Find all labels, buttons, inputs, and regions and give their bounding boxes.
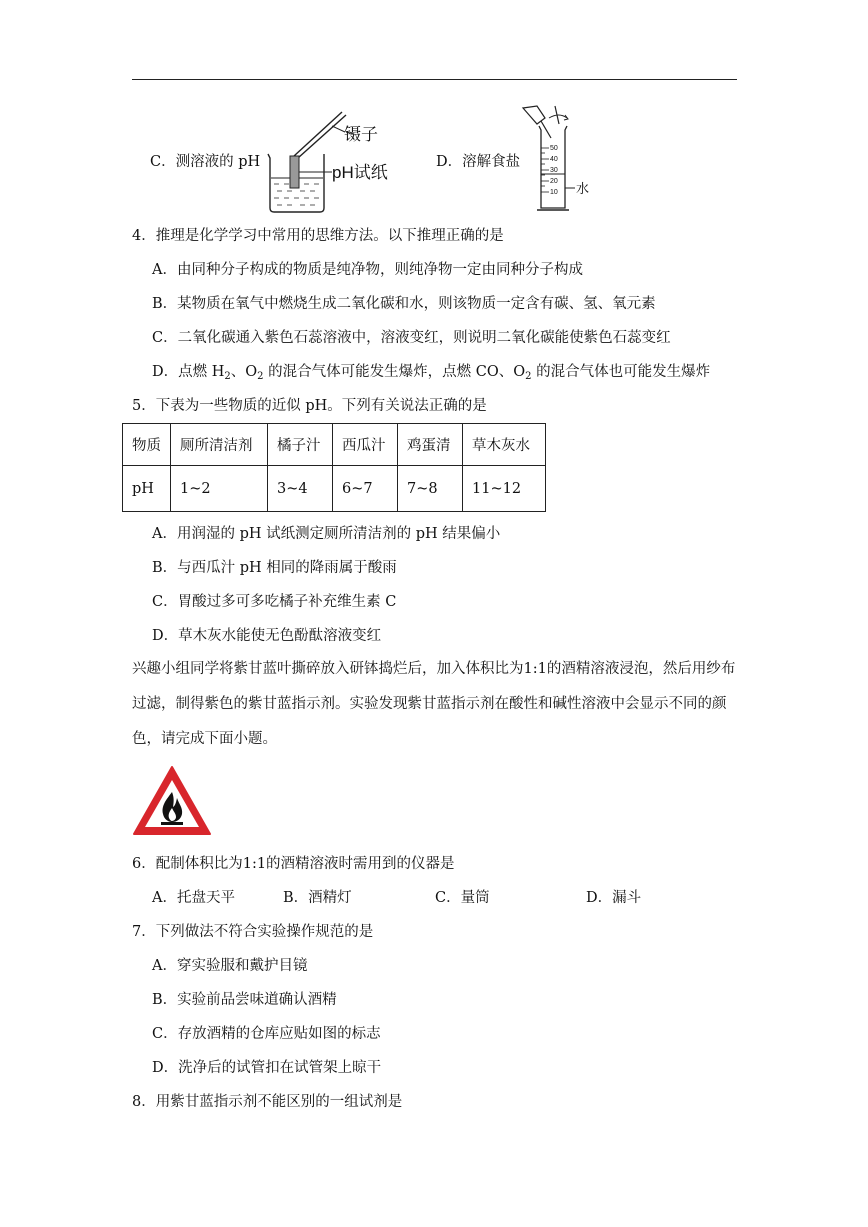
tweezers-label: 镊子 [344, 125, 378, 144]
table-cell: 1~2 [171, 466, 268, 512]
q7-stem: 7．下列做法不符合实验操作规范的是 [132, 924, 374, 940]
q7-option-b: B．实验前品尝味道确认酒精 [152, 992, 337, 1008]
q3-option-c-label: C．测溶液的 pH [150, 154, 261, 170]
flammable-warning-icon [131, 764, 213, 838]
q4-stem: 4．推理是化学学习中常用的思维方法。以下推理正确的是 [132, 228, 504, 244]
table-cell: 西瓜汁 [333, 424, 398, 466]
table-cell: 3~4 [268, 466, 333, 512]
table-row [123, 466, 546, 512]
table-cell: 物质 [123, 424, 171, 466]
table-cell: 草木灰水 [463, 424, 546, 466]
water-label: 水 [576, 181, 590, 196]
table-cell: 7~8 [398, 466, 463, 512]
q6-option-a: A．托盘天平 [152, 890, 235, 906]
q6-stem: 6．配制体积比为1:1的酒精溶液时需用到的仪器是 [132, 856, 455, 872]
q5-option-a: A．用润湿的 pH 试纸测定厕所清洁剂的 pH 结果偏小 [152, 526, 501, 542]
q3-option-d-label: D．溶解食盐 [436, 154, 521, 170]
q4-option-a: A．由同种分子构成的物质是纯净物，则纯净物一定由同种分子构成 [152, 262, 583, 278]
q4-option-b: B．某物质在氧气中燃烧生成二氧化碳和水，则该物质一定含有碳、氢、氧元素 [152, 296, 656, 312]
q8-stem: 8．用紫甘蓝指示剂不能区别的一组试剂是 [132, 1094, 403, 1110]
table-cell: 厕所清洁剂 [171, 424, 268, 466]
header-rule [132, 79, 737, 80]
ph-test-figure [262, 106, 402, 214]
tick-40: 40 [550, 156, 558, 163]
tick-30: 30 [550, 167, 558, 174]
q5-option-b: B．与西瓜汁 pH 相同的降雨属于酸雨 [152, 560, 397, 576]
ph-table [122, 423, 546, 512]
q4-option-c: C．二氧化碳通入紫色石蕊溶液中，溶液变红，则说明二氧化碳能使紫色石蕊变红 [152, 330, 671, 346]
table-cell: 鸡蛋清 [398, 424, 463, 466]
table-cell: pH [123, 466, 171, 512]
table-header-row [123, 424, 546, 466]
q5-option-c: C．胃酸过多可多吃橘子补充维生素 C [152, 594, 397, 610]
table-cell: 橘子汁 [268, 424, 333, 466]
table-cell: 6~7 [333, 466, 398, 512]
q5-stem: 5．下表为一些物质的近似 pH。下列有关说法正确的是 [132, 398, 487, 414]
table-cell: 11~12 [463, 466, 546, 512]
q6-option-d: D．漏斗 [586, 890, 642, 906]
q7-option-a: A．穿实验服和戴护目镜 [152, 958, 308, 974]
q6-option-c: C．量筒 [435, 890, 490, 906]
tick-20: 20 [550, 178, 558, 185]
tick-10: 10 [550, 189, 558, 196]
q4-option-d: D．点燃 $H_2$、$O_2$ 的混合气体可能发生爆炸，点燃 CO、$O_2$ 的混合气体也可能发生爆炸 [152, 364, 711, 382]
tick-50: 50 [550, 145, 558, 152]
q6-option-b: B．酒精灯 [283, 890, 352, 906]
ph-paper-label: pH试纸 [332, 163, 388, 182]
q5-option-d: D．草木灰水能使无色酚酞溶液变红 [152, 628, 382, 644]
q7-option-d: D．洗净后的试管扣在试管架上晾干 [152, 1060, 382, 1076]
graduated-cylinder-figure [515, 104, 595, 216]
q7-option-c: C．存放酒精的仓库应贴如图的标志 [152, 1026, 381, 1042]
reading-passage: 兴趣小组同学将紫甘蓝叶撕碎放入研钵捣烂后，加入体积比为1:1的酒精溶液浸泡，然后用纱布过滤，制得紫色的紫甘蓝指示剂。实验发现紫甘蓝指示剂在酸性和碱性溶液中会显示不同的颜色，请完成下面小题。 [132, 661, 736, 747]
